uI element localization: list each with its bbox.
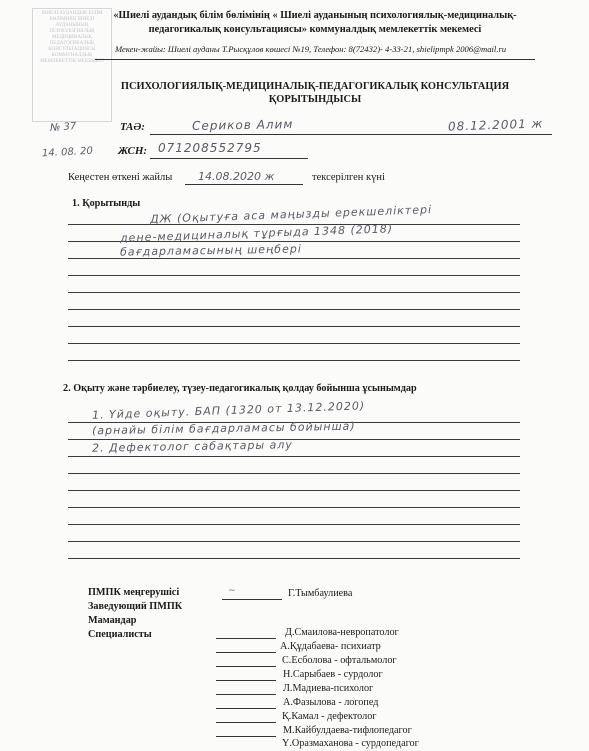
stamp-text: ШИЕЛІ АУДАНДЫҚ БІЛІМ БӨЛІМІНІҢ ШИЕЛІ АУДАНЫНЫҢ ПСИХОЛОГИЯЛЫҚ МЕДИЦИНАЛЫҚ ПЕДАГОГИКАЛЫҚ КОНСУЛЬТАЦИЯСЫ КОММУНАЛДЫҚ МЕМЛЕКЕТТІК МЕКЕМЕСІ <box>40 11 104 64</box>
head-label-ru: Заведующий ПМПК <box>88 601 183 612</box>
signature-line <box>216 736 276 737</box>
signature-line <box>216 652 276 653</box>
zhsn-value: 071208552795 <box>158 141 262 155</box>
ruled-line <box>68 541 520 542</box>
ruled-line <box>68 326 520 327</box>
letterhead-line-1: «Шиелі аудандық білім бөлімінің « Шиелі ауданының психологиялық-медициналық- <box>113 10 517 21</box>
specialist-4: Н.Сарыбаев - сурдолог <box>283 669 383 680</box>
zhsn-label: ЖСН: <box>118 145 148 157</box>
ruled-line <box>68 473 520 474</box>
section2-heading: 2. Оқыту және тәрбиелеу, түзеу-педагогикалық қолдау бойынша ұсынымдар <box>63 383 417 394</box>
specialist-5: Л.Мадиева-психолог <box>283 683 374 694</box>
title-line-1: ПСИХОЛОГИЯЛЫҚ-МЕДИЦИНАЛЫҚ-ПЕДАГОГИКАЛЫҚ КОНСУЛЬТАЦИЯ <box>120 81 510 92</box>
review-underline <box>185 184 303 185</box>
review-label: Кеңестен өткені жайлы <box>68 172 173 183</box>
specialist-7: Қ.Камал - дефектолог <box>282 711 377 722</box>
ruled-line <box>68 507 520 508</box>
ruled-line <box>68 292 520 293</box>
ruled-line <box>68 456 520 457</box>
section1-heading: 1. Қорытынды <box>72 198 141 209</box>
head-label-kz: ПМПК меңгерушісі <box>88 587 180 598</box>
review-suffix: тексерілген күні <box>312 172 385 183</box>
signature-line <box>216 708 276 709</box>
margin-date: 14. 08. 20 <box>41 145 94 160</box>
tae-underline <box>150 134 552 135</box>
signature-line <box>216 694 276 695</box>
section1-handwriting-1: ДЖ (Оқытуға аса маңызды ерекшеліктері <box>149 203 433 226</box>
ruled-line <box>68 343 520 344</box>
ruled-line <box>68 524 520 525</box>
signature-line <box>216 638 276 639</box>
margin-number: № 37 <box>49 121 77 134</box>
signature-line <box>216 680 276 681</box>
specialist-6: А.Фазылова - логопед <box>283 697 379 708</box>
specialist-1: Д.Смаилова-невропатолог <box>285 627 399 638</box>
ruled-line <box>68 309 520 310</box>
review-date-value: 14.08.2020 ж <box>198 170 275 183</box>
tae-value: Сериков Алим <box>191 117 294 133</box>
ruled-line <box>68 490 520 491</box>
ruled-line <box>68 360 520 361</box>
tae-label: ТАӘ: <box>120 121 145 133</box>
section2-handwriting-1: 1. Үйде оқыту. БАП (1320 от 13.12.2020) <box>91 399 366 422</box>
head-signature-line <box>222 599 282 600</box>
letterhead <box>95 9 535 37</box>
title-line-2: ҚОРЫТЫНДЫСЫ <box>268 94 362 105</box>
specialist-signatures-column <box>212 625 282 751</box>
section1-handwriting-3: бағдарламасының шеңбері <box>119 242 302 259</box>
specialists-label-kz: Мамандар <box>88 615 137 626</box>
document-title <box>95 80 535 106</box>
signature-line <box>216 666 276 667</box>
letterhead-line-2: педагогикалық консультациясы» коммуналдық мемлекеттік мекемесі <box>148 24 482 35</box>
head-name: Г.Тымбаулиева <box>288 588 353 599</box>
dob-value: 08.12.2001 ж <box>447 116 544 134</box>
header-divider <box>95 59 535 60</box>
section2-handwriting-3: 2. Дефектолог сабақтары алу <box>91 438 294 455</box>
section1-handwriting-2: дене-медициналық тұрғыда 1348 (2018) <box>119 222 394 245</box>
specialist-3: С.Есболова - офтальмолог <box>282 655 397 666</box>
ruled-line <box>68 558 520 559</box>
specialist-9: Ү.Оразмаханова - сурдопедагог <box>282 738 419 749</box>
signature-line <box>216 722 276 723</box>
specialist-2: А.Құдабаева- психиатр <box>280 641 381 652</box>
specialists-label-ru: Специалисты <box>88 629 152 640</box>
zhsn-underline <box>150 158 308 159</box>
ruled-line <box>68 439 520 440</box>
specialist-8: М.Кайбулдаева-тифлопедагог <box>283 725 412 736</box>
head-signature: ~ <box>228 586 236 596</box>
ruled-line <box>68 275 520 276</box>
section2-handwriting-2: (арнайы білім бағдарламасы бойынша) <box>91 419 356 438</box>
address-line: Мекен-жайы: Шиелі ауданы Т.Рысқұлов көшесі №19, Телефон: 8(72432)- 4-33-21, shielipmpk 2006@mail.ru <box>115 44 507 54</box>
